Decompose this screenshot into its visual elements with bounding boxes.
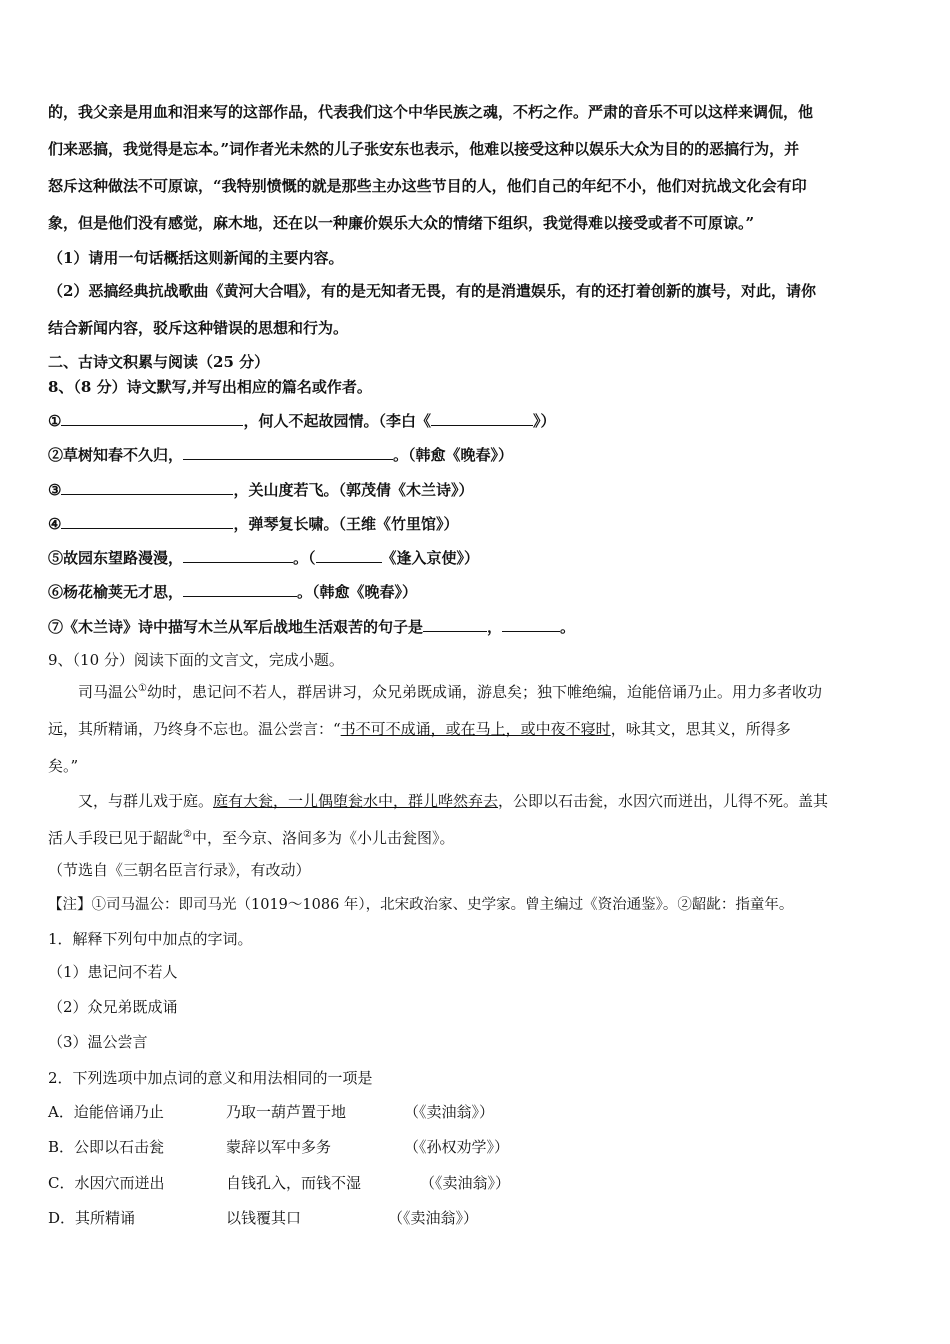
q7-sub1: （1）请用一句话概括这则新闻的主要内容。 <box>48 249 344 267</box>
passage-line: 矣。” <box>48 757 79 775</box>
item-mark: ① <box>48 412 62 430</box>
item-text: 《逢入京使》） <box>381 549 480 567</box>
item-text: 。（韩愈《晚春》） <box>393 446 514 464</box>
option-c-label[interactable]: C．水因穴而迸出 <box>48 1174 165 1192</box>
item-text: ，弹琴复长啸。（王维《竹里馆》） <box>233 515 459 533</box>
item-mark: ③ <box>48 481 62 499</box>
answer-blank[interactable] <box>183 581 297 597</box>
option-c-source: （《卖油翁》） <box>420 1174 511 1192</box>
item-text: ，关山度若飞。（郭茂倩《木兰诗》） <box>233 481 474 499</box>
section-title: 二、古诗文积累与阅读（25 分） <box>48 353 270 371</box>
passage-text: ，公即以石击瓮，水因穴而迸出，儿得不死。盖其 <box>498 792 829 810</box>
q7-sub2-line: （2）恶搞经典抗战歌曲《黄河大合唱》，有的是无知者无畏，有的是消遣娱乐，有的还打着创新的旗号，对此，请你 <box>48 282 816 300</box>
option-d-label[interactable]: D．其所精诵 <box>48 1209 136 1227</box>
passage-source: （节选自《三朝名臣言行录》，有改动） <box>48 861 311 879</box>
option-d-pair: 以钱覆其口 <box>226 1209 302 1227</box>
passage-line <box>78 682 938 702</box>
item-text: 杨花榆荚无才思， <box>63 583 184 601</box>
item-mark: ⑤ <box>48 549 64 567</box>
q8-item-3 <box>48 479 908 500</box>
option-d-source: （《卖油翁》） <box>388 1209 479 1227</box>
footnote-mark: ① <box>138 683 147 694</box>
answer-blank[interactable] <box>502 616 560 632</box>
underlined-sentence: 庭有大瓮，一儿偶堕瓮水中，群儿哗然弃去 <box>213 792 499 810</box>
item-text: 。 <box>560 618 576 636</box>
passage-text: 中，至今京、洛间多为《小儿击瓮图》。 <box>191 829 455 847</box>
passage-text: 司马温公 <box>78 683 139 701</box>
news-text-line: 们来恶搞，我觉得是忘本。”词作者光未然的儿子张安东也表示，他难以接受这种以娱乐大众为目的的恶搞行为，并 <box>48 140 800 158</box>
passage-note: 【注】①司马温公：即司马光（1019～1086 年），北宋政治家、史学家。曾主编过《资治通鉴》。②龆龀：指童年。 <box>48 897 794 913</box>
news-text-line: 怒斥这种做法不可原谅，“我特别愤慨的就是那些主办这些节目的人，他们自己的年纪不小，他们对抗战文化会有印 <box>48 177 807 195</box>
sub-question-item: （2）众兄弟既成诵 <box>48 998 178 1016</box>
passage-text: 远，其所精诵，乃终身不忘也。温公尝言：“ <box>48 720 341 738</box>
q8-item-2 <box>48 444 908 465</box>
option-a-source: （《卖油翁》） <box>404 1103 495 1121</box>
item-mark: ⑦ <box>48 618 64 636</box>
q9-title: 9、（10 分）阅读下面的文言文，完成小题。 <box>48 651 344 669</box>
underlined-sentence: 书不可不成诵，或在马上，或中夜不寝时 <box>340 720 611 738</box>
answer-blank[interactable] <box>61 513 233 529</box>
q8-item-7 <box>48 616 908 637</box>
q8-item-4 <box>48 513 908 534</box>
option-b-label[interactable]: B．公即以石击瓮 <box>48 1138 165 1156</box>
item-text: 。（ <box>293 549 316 567</box>
sub-question-1: 1．解释下列句中加点的字词。 <box>48 930 253 948</box>
q8-title: 8、（8 分）诗文默写,并写出相应的篇名或作者。 <box>48 378 372 396</box>
passage-line <box>48 828 908 848</box>
answer-blank[interactable] <box>183 547 293 563</box>
answer-blank[interactable] <box>431 410 533 426</box>
answer-blank[interactable] <box>61 479 233 495</box>
item-text: ，何人不起故园情。（李白《 <box>243 412 431 430</box>
answer-blank[interactable] <box>423 616 487 632</box>
answer-blank[interactable] <box>61 410 243 426</box>
item-text: 《木兰诗》诗中描写木兰从军后战地生活艰苦的句子是 <box>63 618 424 636</box>
sub-question-item: （3）温公尝言 <box>48 1033 148 1051</box>
item-text: 草树知春不久归， <box>63 446 184 464</box>
passage-text: 幼时，患记问不若人，群居讲习，众兄弟既成诵，游息矣；独下帷绝编，迨能倍诵乃止。用力多者收功 <box>146 683 822 701</box>
answer-blank[interactable] <box>183 444 393 460</box>
q8-item-5 <box>48 547 908 568</box>
item-mark: ② <box>48 446 64 464</box>
answer-blank[interactable] <box>316 547 382 563</box>
item-text: 。（韩愈《晚春》） <box>297 583 418 601</box>
option-b-source: （《孙权劝学》） <box>404 1138 510 1156</box>
sub-question-item: （1）患记问不若人 <box>48 963 178 981</box>
news-text-line: 的，我父亲是用血和泪来写的这部作品，代表我们这个中华民族之魂，不朽之作。严肃的音乐不可以这样来调侃，他 <box>48 103 814 121</box>
option-c-pair: 自钱孔入，而钱不湿 <box>226 1174 362 1192</box>
footnote-mark: ② <box>183 829 192 840</box>
option-b-pair: 蒙辞以军中多务 <box>226 1138 332 1156</box>
q8-item-6 <box>48 581 908 602</box>
passage-text: 活人手段已见于龆龀 <box>48 829 184 847</box>
passage-line <box>48 719 908 739</box>
option-a-label[interactable]: A．迨能倍诵乃止 <box>48 1103 164 1121</box>
item-text: 》） <box>532 412 556 430</box>
q8-item-1 <box>48 410 908 431</box>
passage-line <box>78 791 938 811</box>
passage-text: 又，与群儿戏于庭。 <box>78 792 214 810</box>
passage-text: ，咏其文，思其义，所得多 <box>610 720 791 738</box>
news-text-line: 象，但是他们没有感觉，麻木地，还在以一种廉价娱乐大众的情绪下组织，我觉得难以接受或者不可原谅。” <box>48 214 755 232</box>
item-text: ， <box>487 618 503 636</box>
q7-sub2-line: 结合新闻内容，驳斥这种错误的思想和行为。 <box>48 319 349 337</box>
item-mark: ⑥ <box>48 583 64 601</box>
option-a-pair: 乃取一葫芦置于地 <box>226 1103 347 1121</box>
sub-question-2: 2．下列选项中加点词的意义和用法相同的一项是 <box>48 1069 373 1087</box>
item-text: 故园东望路漫漫， <box>63 549 184 567</box>
item-mark: ④ <box>48 515 62 533</box>
